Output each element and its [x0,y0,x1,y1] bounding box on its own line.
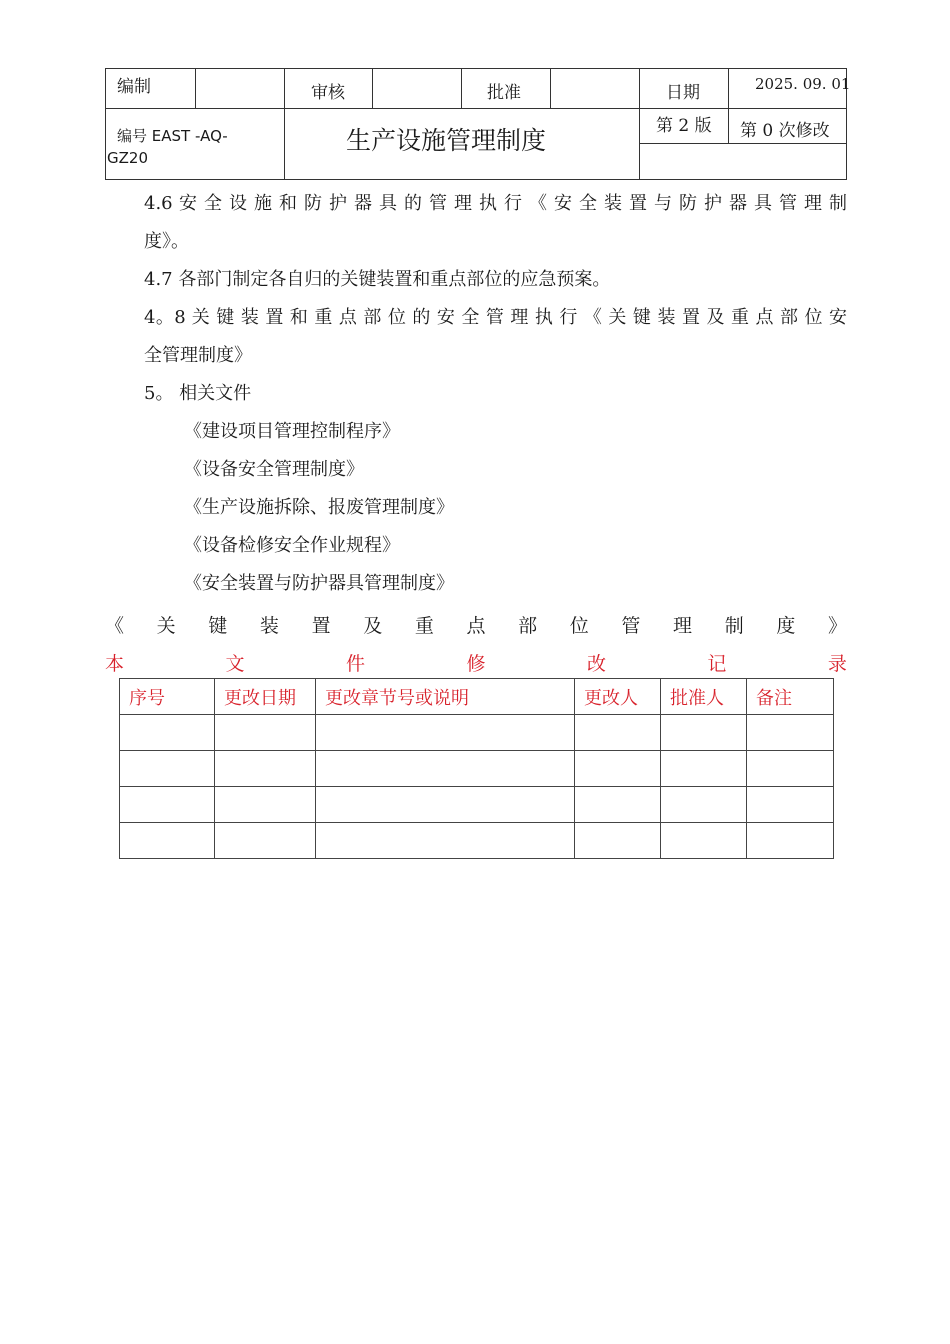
banner-char: 制 [724,615,744,637]
related-doc-item: 《生产设施拆除、报废管理制度》 [184,497,454,518]
revision-banner-title [105,611,847,641]
table-cell [661,823,747,859]
clause-4-6-text: 4.6 安 全 设 施 和 防 护 器 具 的 管 理 执 行 《 安 全 装 置 与 防 护 器 具 管 理 制 [144,193,847,214]
banner-char: 《 [105,615,125,637]
table-row [120,823,834,859]
table-cell [747,751,834,787]
banner-char: 修 [466,653,486,675]
code-label: 编号 [117,127,148,145]
banner-char: 点 [466,615,486,637]
document-header [105,68,851,180]
banner-char: 录 [827,653,847,675]
banner-char: 部 [518,615,538,637]
header-divider [195,69,196,108]
column-header: 批准人 [661,679,747,715]
header-divider [639,69,640,179]
header-divider [461,69,462,108]
table-cell [747,823,834,859]
review-label: 审核 [311,83,345,103]
table-row [120,715,834,751]
date-label: 日期 [666,83,700,103]
table-cell [575,787,661,823]
clause-4-6-cont: 度》。 [144,231,189,252]
approve-label: 批准 [487,83,521,103]
banner-char: 键 [208,615,228,637]
edition-label: 第 2 版 [656,116,712,136]
table-cell [661,715,747,751]
table-cell [215,751,316,787]
table-row [120,787,834,823]
related-doc-item: 《安全装置与防护器具管理制度》 [184,573,454,594]
table-cell [747,715,834,751]
banner-char: 文 [225,653,245,675]
clause-4-8-cont: 全管理制度》 [144,345,252,366]
header-divider [106,108,846,109]
banner-char: 记 [707,653,727,675]
table-cell [316,751,575,787]
banner-char: 管 [621,615,641,637]
banner-char: 理 [673,615,693,637]
banner-char: 位 [569,615,589,637]
document-title: 生产设施管理制度 [346,126,547,155]
header-divider [284,69,285,179]
table-cell [215,787,316,823]
header-divider [550,69,551,108]
banner-char: 及 [363,615,383,637]
column-header: 序号 [120,679,215,715]
clause-4-8 [144,299,847,337]
related-doc-item: 《建设项目管理控制程序》 [184,421,400,442]
banner-char: 度 [776,615,796,637]
header-divider [728,69,729,143]
table-cell [215,823,316,859]
revision-label: 第 0 次修改 [740,121,830,141]
compiled-label: 编制 [117,77,151,97]
table-cell [575,751,661,787]
table-cell [575,823,661,859]
clause-4-8-text: 4。8 关 键 装 置 和 重 点 部 位 的 安 全 管 理 执 行 《 关 键 装 置 及 重 点 部 位 安 [144,307,847,328]
banner-char: 件 [345,653,365,675]
banner-char: 改 [586,653,606,675]
table-cell [316,715,575,751]
section-5-heading: 5。 相关文件 [144,383,252,404]
table-cell [316,787,575,823]
column-header: 更改人 [575,679,661,715]
banner-char: 关 [156,615,176,637]
code-value: EAST -AQ- [151,127,228,145]
banner-char: 》 [827,615,847,637]
clause-4-7: 4.7 各部门制定各自归的关键装置和重点部位的应急预案。 [144,269,611,290]
table-cell [120,787,215,823]
column-header: 更改章节号或说明 [316,679,575,715]
banner-char: 置 [311,615,331,637]
document-code [107,125,228,169]
table-header-row [120,679,834,715]
table-cell [661,751,747,787]
table-row [120,751,834,787]
header-divider [639,143,846,144]
code-value-cont: GZ20 [107,149,148,167]
column-header: 备注 [747,679,834,715]
table-cell [661,787,747,823]
table-cell [215,715,316,751]
related-doc-item: 《设备安全管理制度》 [184,459,364,480]
table-cell [120,823,215,859]
table-cell [316,823,575,859]
table-cell [747,787,834,823]
clause-4-6 [144,185,847,223]
banner-char: 重 [414,615,434,637]
banner-char: 本 [105,653,125,675]
date-value: 2025. 09. 01 [755,75,851,93]
revision-table [119,678,834,859]
table-cell [120,751,215,787]
banner-char: 装 [259,615,279,637]
table-cell [575,715,661,751]
table-cell [120,715,215,751]
column-header: 更改日期 [215,679,316,715]
revision-banner-record [105,649,847,679]
related-doc-item: 《设备检修安全作业规程》 [184,535,400,556]
header-divider [372,69,373,108]
